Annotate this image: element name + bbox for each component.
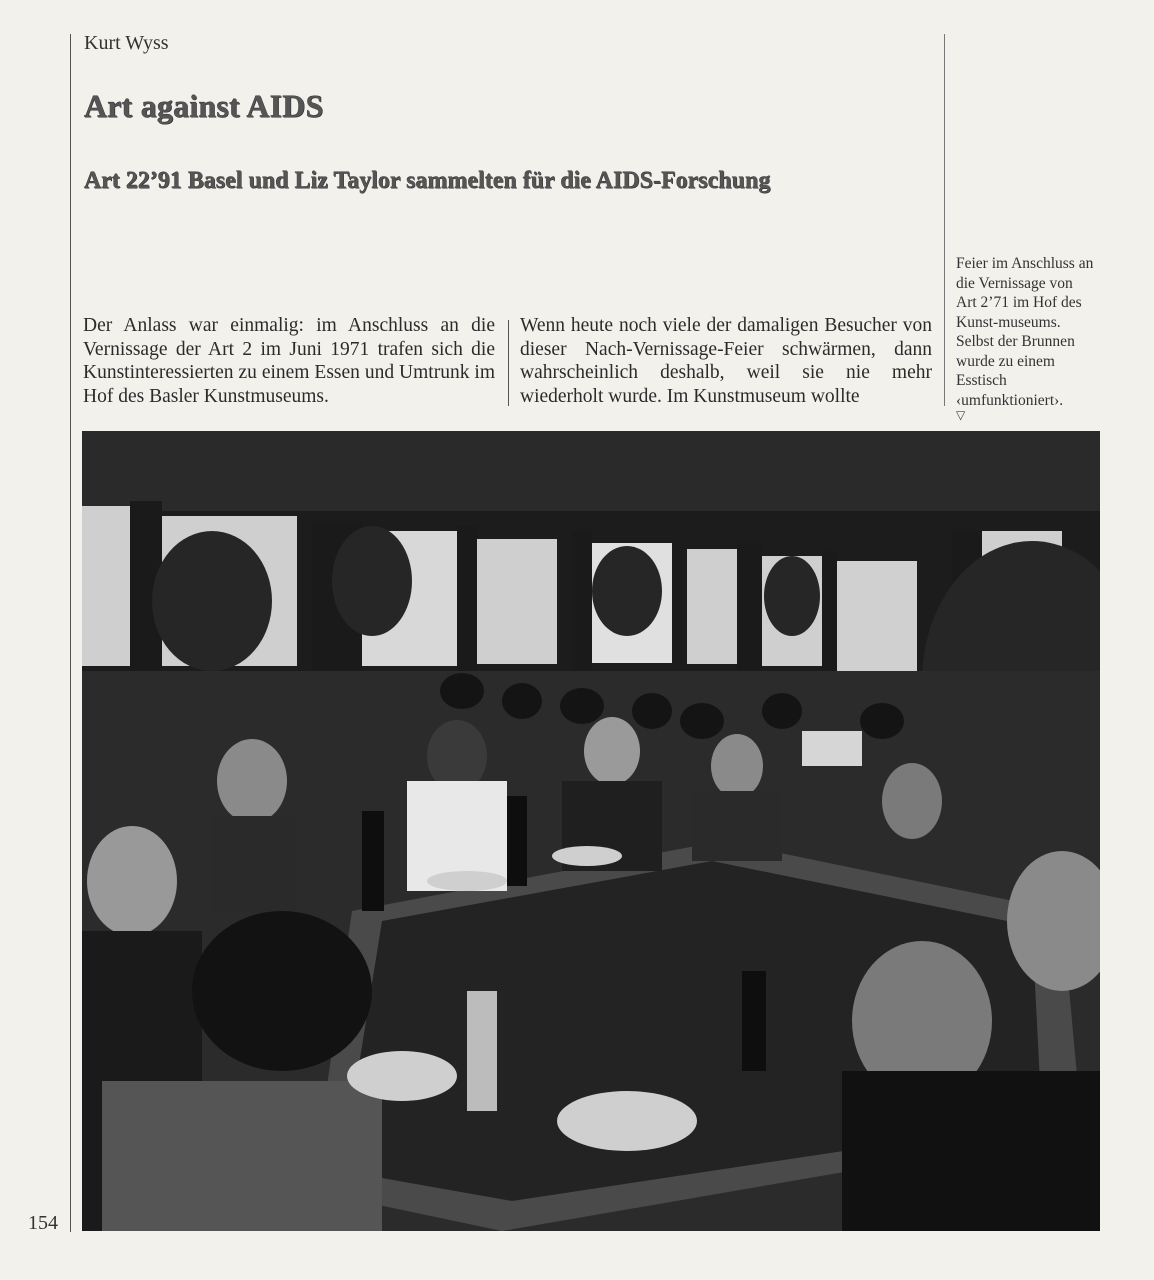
article-subtitle: Art 22’91 Basel und Liz Taylor sammelten für die AIDS-Forschung (84, 168, 771, 194)
courtyard-dinner-photo (82, 431, 1100, 1231)
body-column-1: Der Anlass war einmalig: im Anschluss an die Vernissage der Art 2 im Juni 1971 trafen sich die Kunstinteressierten zu einem Essen und Umtrunk im Hof des Basler Kunstmuseums. (83, 315, 495, 407)
page-number: 154 (28, 1212, 58, 1234)
photo-caption: Feier im Anschluss an die Vernissage von Art 2’71 im Hof des Kunst-museums. Selbst der Brunnen wurde zu einem Esstisch ‹umfunktioniert›. (956, 255, 1094, 409)
column-divider (508, 320, 509, 406)
right-column-rule (944, 34, 945, 406)
author-name: Kurt Wyss (84, 32, 169, 54)
caption-pointer-icon: ▽ (956, 408, 966, 422)
article-title: Art against AIDS (84, 88, 324, 124)
photo-illustration (82, 431, 1100, 1231)
left-margin-rule (70, 34, 71, 1232)
body-column-2: Wenn heute noch viele der damaligen Besucher von dieser Nach-Vernissage-Feier schwärmen, dann wahrscheinlich deshalb, weil sie nie mehr wiederholt wurde. Im Kunstmuseum wollte (520, 315, 932, 407)
